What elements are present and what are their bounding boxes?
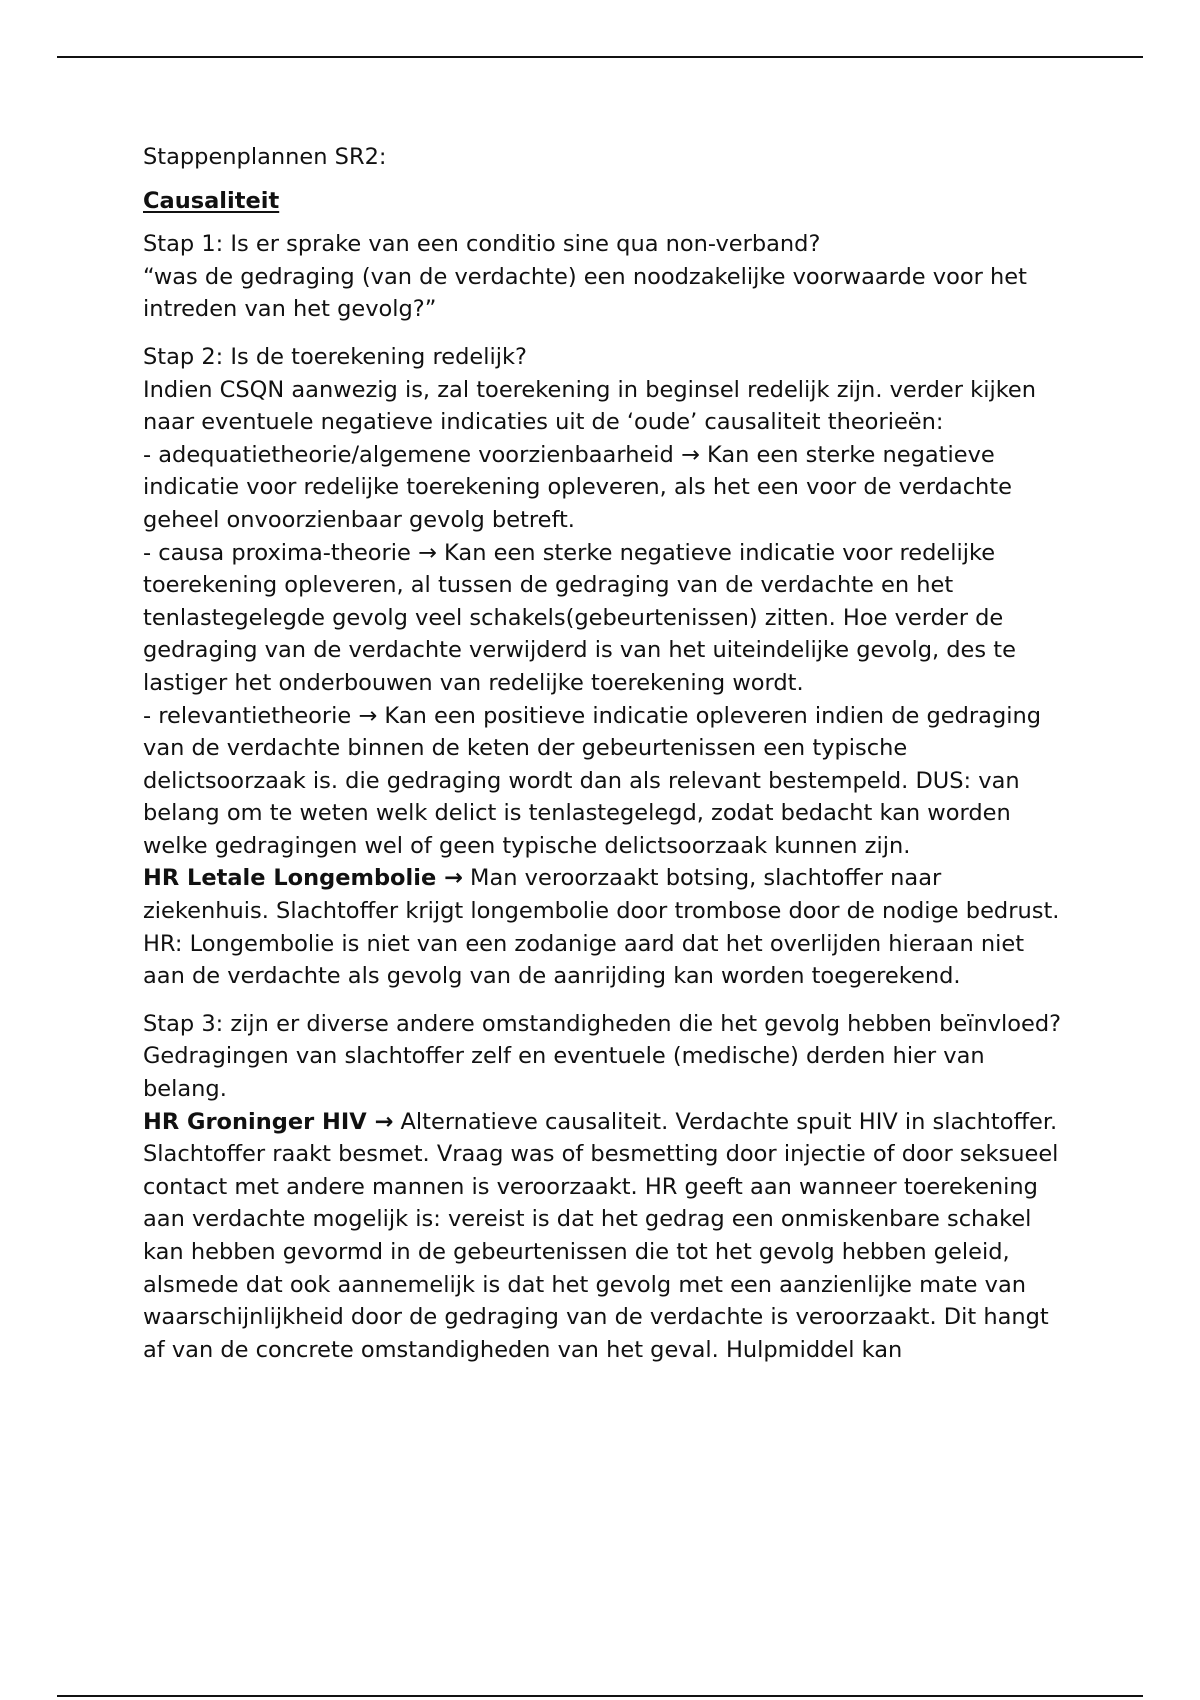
case-text-longembolie: Man veroorzaakt botsing, slachtoffer naar ziekenhuis. Slachtoffer krijgt longembolie door trombose door de nodige bedrust. HR: Longembolie is niet van een zodanige aard dat het overlijden hieraan niet aan de verdachte als gevolg van de aanrijding kan worden toegerekend.	[143, 865, 1060, 990]
section-heading	[143, 185, 1063, 218]
document-body	[143, 141, 1063, 1381]
step-3-paragraph	[143, 1008, 1063, 1367]
case-label-groninger-hiv: HR Groninger HIV →	[143, 1108, 394, 1135]
step-2-text: Stap 2: Is de toerekening redelijk? Indien CSQN aanwezig is, zal toerekening in beginsel redelijk zijn. verder kijken naar eventuele negatieve indicaties uit de ‘oude’ causaliteit theorieën: - adequatietheorie/algemene voorzienbaarheid → Kan een sterke negatieve indicatie voor redelijke toerekening opleveren, als het een voor de verdachte geheel onvoorzienbaar gevolg betreft. - causa proxima-theorie → Kan een sterke negatieve indicatie voor redelijke toerekening opleveren, al tussen de gedraging van de verdachte en het tenlastegelegde gevolg veel schakels(gebeurtenissen) zitten. Hoe verder de gedraging van de verdachte verwijderd is van het uiteindelijke gevolg, des te lastiger het onderbouwen van redelijke toerekening wordt. - relevantietheorie → Kan een positieve indicatie opleveren indien de gedraging van de verdachte binnen de keten der gebeurtenissen een typische delictsoorzaak is. die gedraging wordt dan als relevant bestempeld. DUS: van belang om te weten welk delict is tenlastegelegd, zodat bedacht kan worden welke gedragingen wel of geen typische delictsoorzaak kunnen zijn.	[143, 343, 1042, 859]
case-label-longembolie: HR Letale Longembolie →	[143, 865, 463, 892]
step-1-paragraph: Stap 1: Is er sprake van een conditio sine qua non-verband? “was de gedraging (van de verdachte) een noodzakelijke voorwaarde voor het intreden van het gevolg?”	[143, 231, 1027, 323]
header-rule	[57, 56, 1143, 58]
case-text-groninger-hiv: Alternatieve causaliteit. Verdachte spuit HIV in slachtoffer. Slachtoffer raakt besmet. Vraag was of besmetting door injectie of door seksueel contact met andere mannen is veroorzaakt. HR geeft aan wanneer toerekening aan verdachte mogelijk is: vereist is dat het gedrag een onmiskenbare schakel kan hebben gevormd in de gebeurtenissen die tot het gevolg hebben geleid, alsmede dat ook aannemelijk is dat het gevolg met een aanzienlijke mate van waarschijnlijkheid door de gedraging van de verdachte is veroorzaakt. Dit hangt af van de concrete omstandigheden van het geval. Hulpmiddel kan	[143, 1108, 1059, 1363]
document-intro: Stappenplannen SR2:	[143, 144, 387, 170]
step-3-text: Stap 3: zijn er diverse andere omstandigheden die het gevolg hebben beïnvloed? Gedragingen van slachtoffer zelf en eventuele (medische) derden hier van belang.	[143, 1010, 1062, 1103]
footer-rule	[57, 1695, 1143, 1697]
step-2-paragraph	[143, 341, 1063, 993]
section-heading-text: Causaliteit	[143, 187, 280, 214]
